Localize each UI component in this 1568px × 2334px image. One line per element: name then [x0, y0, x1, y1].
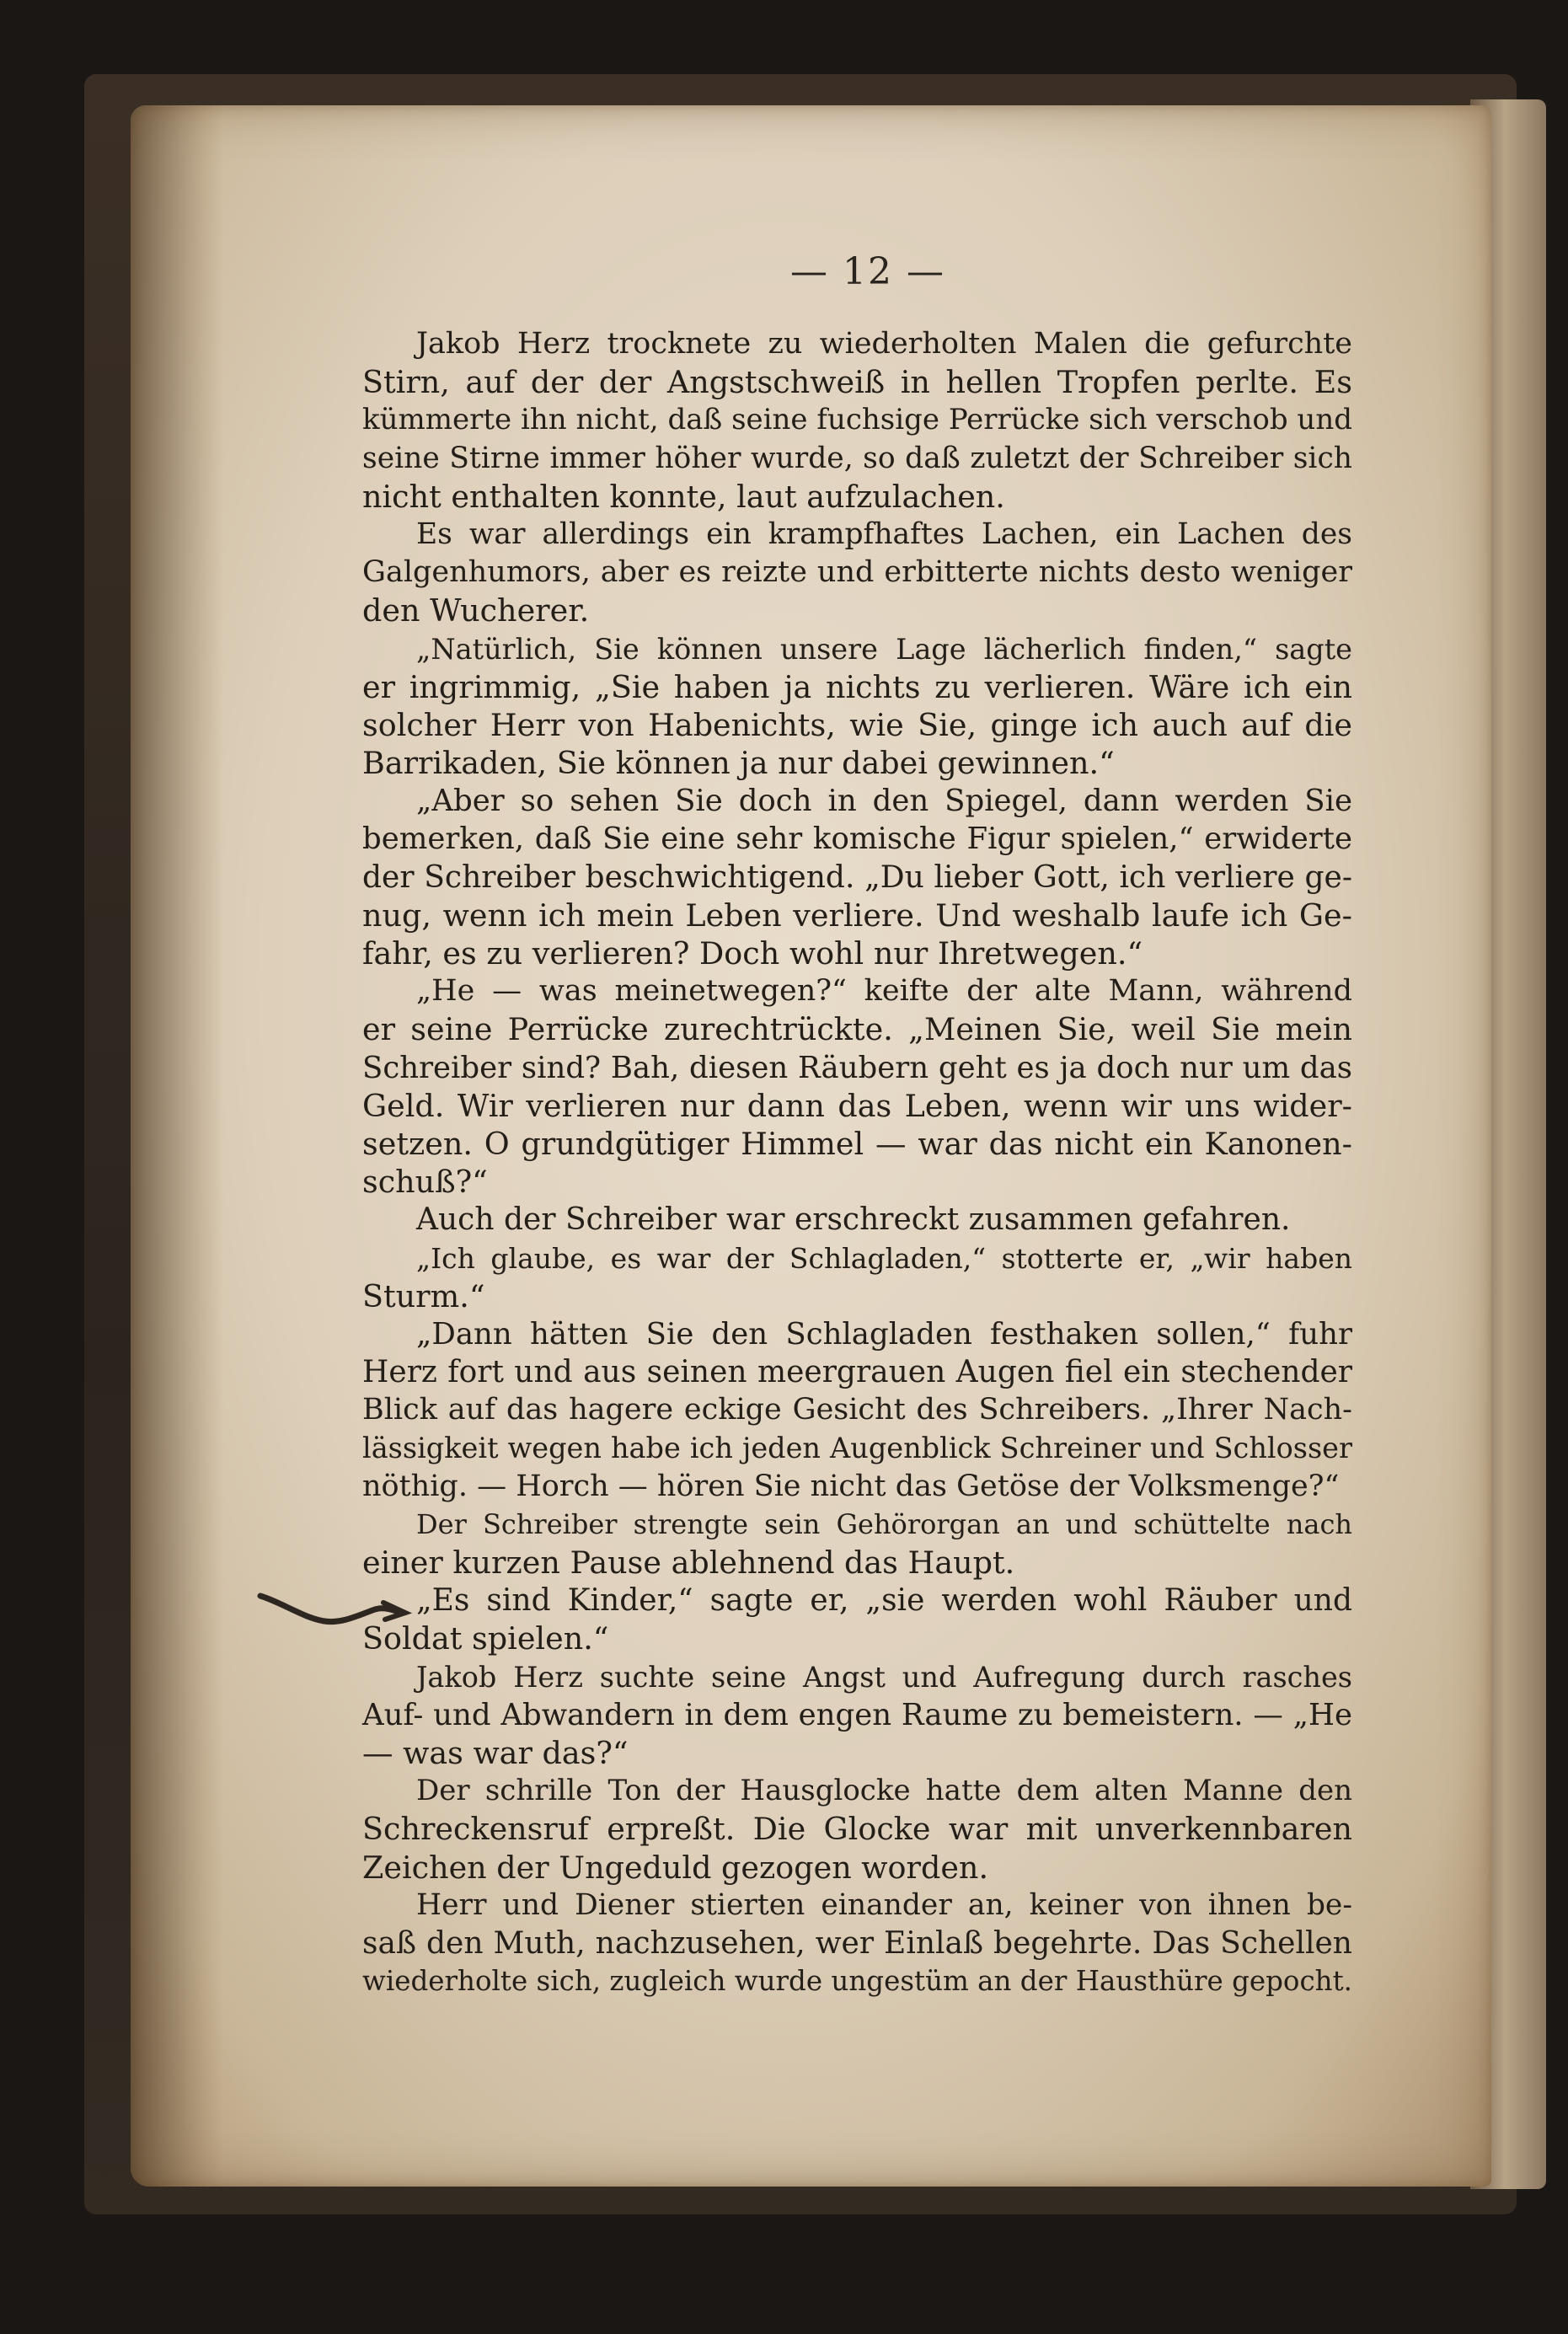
text-line: lässigkeit wegen habe ich jeden Augenblick Schreiner und Schlosser [362, 1432, 1352, 1465]
text-line: — was war das?“ [362, 1734, 629, 1771]
text-line: Herr und Diener stierten einander an, keiner von ihnen be- [416, 1887, 1352, 1922]
text-line: nöthig. — Horch — hören Sie nicht das Getöse der Volksmenge?“ [362, 1469, 1340, 1503]
text-line: er seine Perrücke zurechtrückte. „Meinen Sie, weil Sie mein [362, 1011, 1352, 1048]
text-line: Sturm.“ [362, 1277, 485, 1314]
text-line: setzen. O grundgütiger Himmel — war das nicht ein Kanonen- [362, 1125, 1352, 1162]
text-line: kümmerte ihn nicht, daß seine fuchsige Perrücke sich verschob und [362, 403, 1352, 437]
text-line: Herz fort und aus seinen meergrauen Augen fiel ein stechender [362, 1355, 1352, 1390]
page-number: — 12 — [790, 250, 945, 293]
text-line: solcher Herr von Habenichts, wie Sie, ginge ich auch auf die [362, 706, 1352, 743]
text-line: Der Schreiber strengte sein Gehörorgan an und schüttelte nach [416, 1507, 1352, 1540]
text-line: „He — was meinetwegen?“ keifte der alte Mann, während [416, 974, 1352, 1009]
text-line: fahr, es zu verlieren? Doch wohl nur Ihretwegen.“ [362, 935, 1143, 972]
text-line: „Aber so sehen Sie doch in den Spiegel, dann werden Sie [416, 784, 1352, 819]
text-line: Jakob Herz trocknete zu wiederholten Malen die gefurchte [416, 327, 1352, 361]
body-text [362, 325, 1352, 2000]
text-line: Schreiber sind? Bah, diesen Räubern geht es ja doch nur um das [362, 1050, 1352, 1085]
text-line: Der schrille Ton der Hausglocke hatte dem alten Manne den [416, 1774, 1352, 1808]
text-line: „Dann hätten Sie den Schlagladen festhaken sollen,“ fuhr [416, 1316, 1352, 1352]
text-line: einer kurzen Pause ablehnend das Haupt. [362, 1544, 1015, 1581]
text-line: saß den Muth, nachzusehen, wer Einlaß begehrte. Das Schellen [362, 1925, 1352, 1961]
text-line: er ingrimmig, „Sie haben ja nichts zu verlieren. Wäre ich ein [362, 668, 1352, 705]
text-line: Schreckensruf erpreßt. Die Glocke war mit unverkennbaren [362, 1811, 1352, 1848]
text-line: „Ich glaube, es war der Schlagladen,“ stotterte er, „wir haben [416, 1241, 1352, 1275]
text-line: Barrikaden, Sie können ja nur dabei gewinnen.“ [362, 745, 1115, 782]
text-line: nug, wenn ich mein Leben verliere. Und weshalb laufe ich Ge- [362, 897, 1352, 934]
text-line: bemerken, daß Sie eine sehr komische Figur spielen,“ erwiderte [362, 822, 1352, 857]
text-line: nicht enthalten konnte, laut aufzulachen. [362, 478, 1005, 515]
text-line: Galgenhumors, aber es reizte und erbitterte nichts desto weniger [362, 555, 1352, 590]
text-line: „Natürlich, Sie können unsere Lage lächerlich finden,“ sagte [416, 632, 1352, 666]
text-line: schuß?“ [362, 1164, 488, 1201]
text-line: Auch der Schreiber war erschreckt zusammen gefahren. [416, 1202, 1291, 1238]
text-line: wiederholte sich, zugleich wurde ungestüm an der Hausthüre gepocht. [362, 1965, 1352, 1998]
text-line: Zeichen der Ungeduld gezogen worden. [362, 1849, 989, 1886]
pen-mark-icon [257, 1584, 425, 1635]
text-line: Es war allerdings ein krampfhaftes Lachen, ein Lachen des [416, 517, 1352, 551]
text-line: Stirn, auf der der Angstschweiß in hellen Tropfen perlte. Es [362, 364, 1352, 401]
text-line: den Wucherer. [362, 592, 590, 629]
text-line: „Es sind Kinder,“ sagte er, „sie werden wohl Räuber und [416, 1583, 1352, 1619]
text-line: seine Stirne immer höher wurde, so daß zuletzt der Schreiber sich [362, 441, 1352, 475]
text-line: Soldat spielen.“ [362, 1620, 609, 1657]
text-line: Blick auf das hagere eckige Gesicht des Schreibers. „Ihrer Nach- [362, 1393, 1352, 1427]
text-line: Auf- und Abwandern in dem engen Raume zu bemeistern. — „He [362, 1697, 1352, 1732]
text-line: Jakob Herz suchte seine Angst und Aufregung durch rasches [416, 1660, 1352, 1694]
text-line: der Schreiber beschwichtigend. „Du lieber Gott, ich verliere ge- [362, 859, 1352, 895]
text-line: Geld. Wir verlieren nur dann das Leben, wenn wir uns wider- [362, 1087, 1352, 1124]
